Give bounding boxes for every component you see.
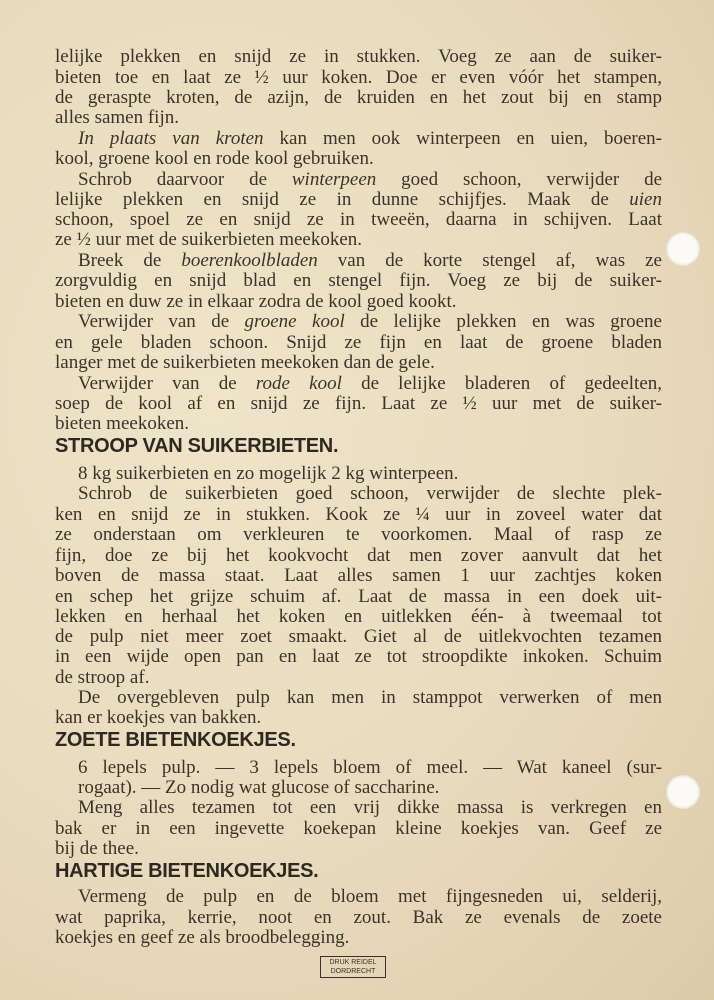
text-line <box>78 129 662 149</box>
text-segment: Verwijder van de <box>78 312 245 332</box>
text-segment: van de korte stengel af, was ze <box>317 251 662 271</box>
text-line <box>78 688 662 708</box>
text-segment: lekken en herhaal het koken en uitlekken één- à tweemaal tot <box>55 607 662 627</box>
text-segment: HARTIGE BIETENKOEKJES. <box>55 860 319 882</box>
text-line <box>55 47 662 67</box>
text-segment: bij de thee. <box>55 838 139 859</box>
text-line <box>55 108 662 128</box>
text-line <box>55 292 662 312</box>
text-line <box>55 88 662 108</box>
text-segment: bak er in een ingevette koekepan kleine koekjes van. Geef ze <box>55 819 662 839</box>
text-segment: Verwijder van de <box>78 374 256 394</box>
text-line <box>55 708 662 728</box>
text-segment: lelijke plekken en snijd ze in stukken. Voeg ze aan de suiker- <box>55 47 662 67</box>
text-line <box>55 928 662 948</box>
text-segment: 8 kg suikerbieten en zo mogelijk 2 kg winterpeen. <box>78 463 459 484</box>
text-line <box>55 333 662 353</box>
text-segment: lelijke plekken en snijd ze in dunne schijfjes. Maak de <box>55 190 630 210</box>
italic-term: rode kool <box>255 374 342 394</box>
text-segment: goed schoon, verwijder de <box>376 170 662 190</box>
text-line <box>55 505 662 525</box>
text-segment: Schrob daarvoor de <box>78 170 292 190</box>
text-line <box>55 908 662 928</box>
text-segment: boven de massa staat. Laat alles samen 1 uur zachtjes koken <box>55 566 662 586</box>
italic-term: winterpeen <box>291 170 377 190</box>
text-line <box>55 68 662 88</box>
text-segment: kool, groene kool en rode kool gebruiken. <box>55 148 374 169</box>
section-heading <box>55 861 662 881</box>
text-line <box>55 819 662 839</box>
text-line <box>78 887 662 907</box>
section-heading <box>55 730 662 750</box>
text-line <box>78 778 662 798</box>
text-segment: schoon, spoel ze en snijd ze in tweeën, daarna in schijven. Laat <box>55 210 662 230</box>
text-segment: alles samen fijn. <box>55 107 179 128</box>
stamp-line-2: DORDRECHT <box>330 968 376 975</box>
text-line <box>78 374 662 394</box>
text-segment: rogaat). — Zo nodig wat glucose of saccharine. <box>78 777 440 798</box>
text-line <box>55 839 662 859</box>
text-line <box>55 566 662 586</box>
text-segment: de lelijke plekken en was groene <box>344 312 662 332</box>
text-segment: Meng alles tezamen tot een vrij dikke massa is verkregen en <box>78 798 662 818</box>
text-segment: ken en snijd ze in stukken. Kook ze ¼ uur in zoveel water dat <box>55 505 662 525</box>
text-line <box>78 251 662 271</box>
text-segment: zorgvuldig en snijd blad en stengel fijn. Voeg ze bij de suiker- <box>55 271 662 291</box>
text-segment: bieten toe en laat ze ½ uur koken. Doe er even vóór het stampen, <box>55 68 662 88</box>
text-line <box>78 170 662 190</box>
text-line <box>55 230 662 250</box>
text-segment: Vermeng de pulp en de bloem met fijngesneden ui, selderij, <box>78 887 662 907</box>
italic-term: boerenkoolbladen <box>181 251 318 271</box>
text-line <box>55 394 662 414</box>
text-segment: fijn, doe ze bij het kookvocht dat men zover aanvult dat het <box>55 546 662 566</box>
text-segment: Schrob de suikerbieten goed schoon, verwijder de slechte plek- <box>78 484 662 504</box>
text-segment: de geraspte kroten, de azijn, de kruiden en het zout bij en stamp <box>55 88 662 108</box>
stamp-line-1: DRUK REIDEL <box>329 959 377 966</box>
text-line <box>55 190 662 210</box>
text-segment: bieten en duw ze in elkaar zodra de kool goed kookt. <box>55 291 457 312</box>
text-line <box>55 414 662 434</box>
text-line <box>55 271 662 291</box>
text-segment: STROOP VAN SUIKERBIETEN. <box>55 435 339 457</box>
text-line <box>78 464 662 484</box>
text-line <box>55 627 662 647</box>
text-segment: 6 lepels pulp. — 3 lepels bloem of meel. — Wat kaneel (sur- <box>78 758 662 778</box>
italic-term: uien <box>629 190 662 210</box>
text-line <box>55 607 662 627</box>
text-segment: kan men ook winterpeen en uien, boeren- <box>263 129 662 149</box>
text-line <box>78 758 662 778</box>
text-segment: bieten meekoken. <box>55 413 190 434</box>
text-segment: ze onderstaan om verkleuren te voorkomen. Maal of rasp ze <box>55 525 662 545</box>
text-line <box>55 587 662 607</box>
text-line <box>78 798 662 818</box>
text-segment: ZOETE BIETENKOEKJES. <box>55 729 296 751</box>
text-line <box>55 210 662 230</box>
text-segment: soep de kool af en snijd ze fijn. Laat ze ½ uur met de suiker- <box>55 394 662 414</box>
text-segment: de pulp niet meer zoet smaakt. Giet al de uitlekvochten tezamen <box>55 627 662 647</box>
text-segment: wat paprika, kerrie, noot en zout. Bak ze evenals de zoete <box>55 908 662 928</box>
italic-term: groene kool <box>244 312 345 332</box>
text-line <box>55 546 662 566</box>
text-line <box>55 525 662 545</box>
text-segment: ze ½ uur met de suikerbieten meekoken. <box>55 229 363 250</box>
text-segment: langer met de suikerbieten meekoken dan de gele. <box>55 352 435 373</box>
text-segment: Breek de <box>78 251 182 271</box>
text-segment: De overgebleven pulp kan men in stamppot verwerken of men <box>78 688 662 708</box>
text-line <box>55 353 662 373</box>
italic-term: In plaats van kroten <box>78 129 264 149</box>
text-segment: in een wijde open pan en laat ze tot stroopdikte inkoken. Schuim <box>55 647 662 667</box>
text-segment: de stroop af. <box>55 667 150 688</box>
text-line <box>78 484 662 504</box>
text-line <box>78 312 662 332</box>
text-line <box>55 668 662 688</box>
text-segment: koekjes en geef ze als broodbelegging. <box>55 927 350 948</box>
text-segment: en gele bladen schoon. Snijd ze fijn en laat de groene bladen <box>55 333 662 353</box>
text-line <box>55 647 662 667</box>
section-heading <box>55 436 662 456</box>
text-segment: kan er koekjes van bakken. <box>55 707 262 728</box>
text-line <box>55 149 662 169</box>
text-segment: de lelijke bladeren of gedeelten, <box>341 374 662 394</box>
text-segment: en schep het grijze schuim af. Laat de massa in een doek uit- <box>55 587 662 607</box>
